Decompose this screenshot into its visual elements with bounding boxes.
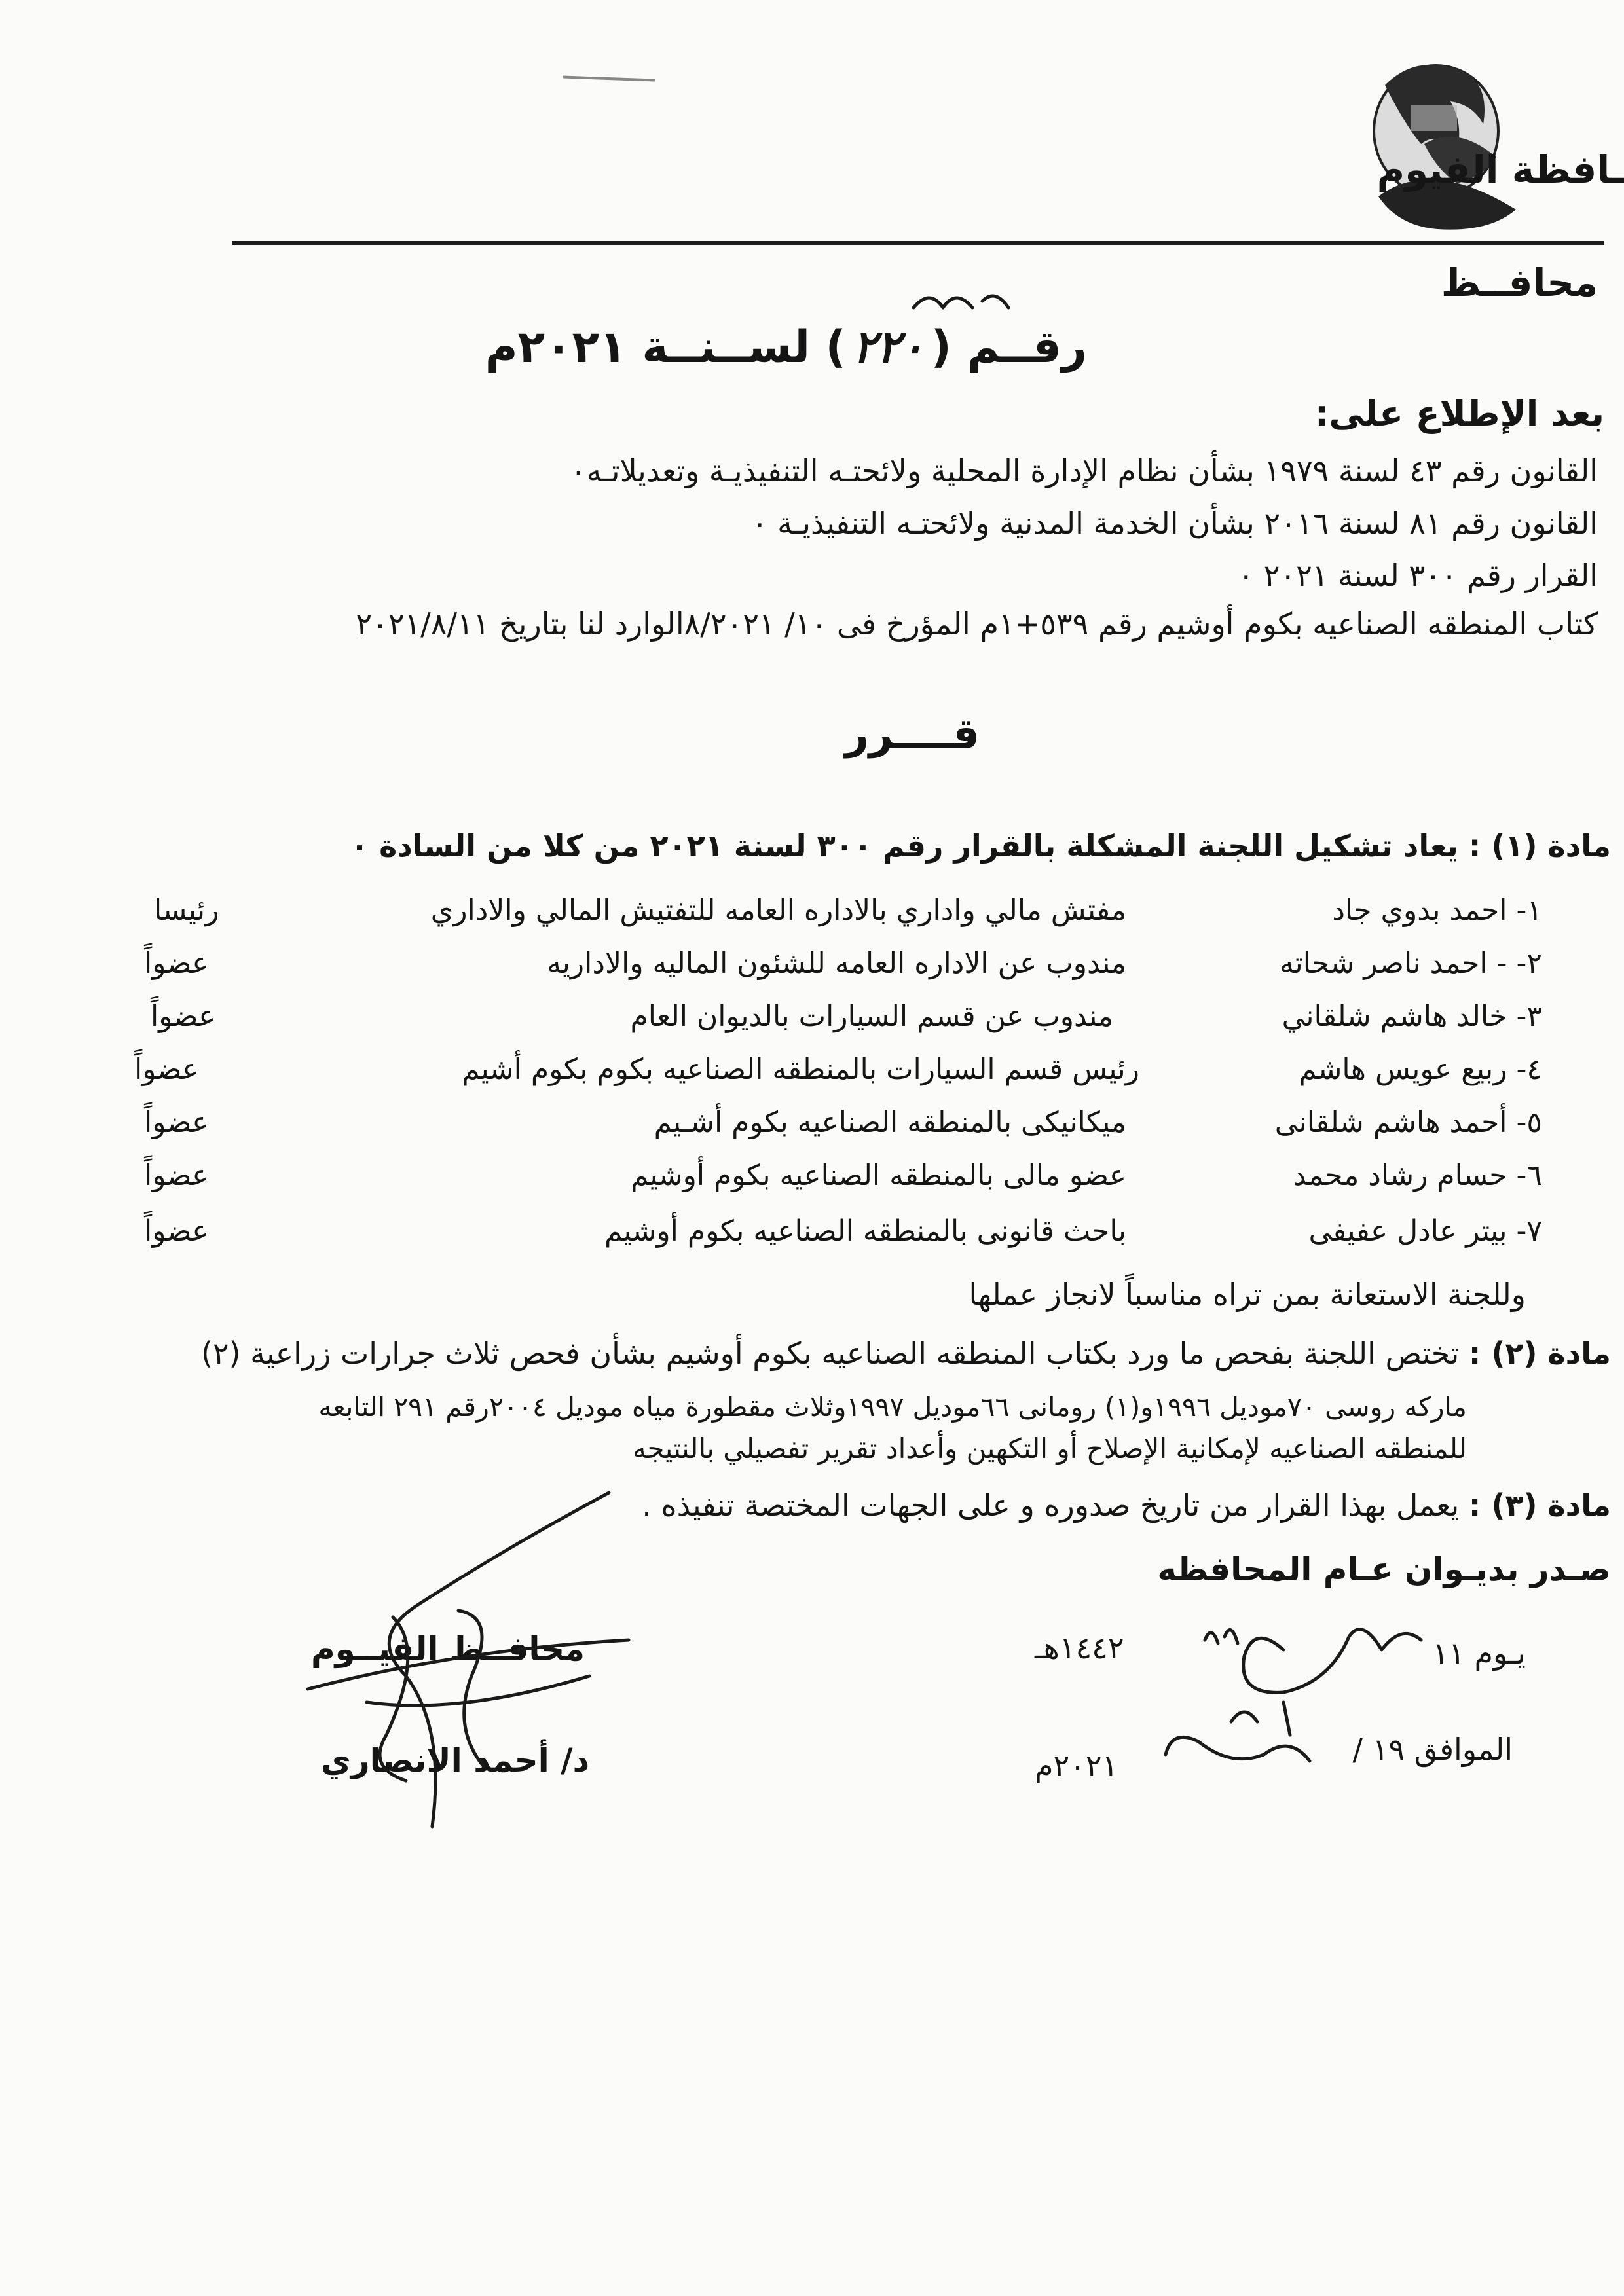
date-gregorian-year: ٢٠٢١م xyxy=(1035,1748,1118,1783)
member-role: عضواً xyxy=(151,1000,216,1033)
member-name: ٦- حسام رشاد محمد xyxy=(1293,1159,1542,1192)
member-title: رئيس قسم السيارات بالمنطقه الصناعيه بكوم بكوم أشيم xyxy=(462,1053,1139,1086)
member-role: عضواً xyxy=(144,947,210,980)
member-name: ٣- خالد هاشم شلقاني xyxy=(1282,1000,1542,1033)
article-2-label: مادة (٢) : xyxy=(1468,1336,1611,1371)
decree-handwritten-number: ٢٢٠ xyxy=(852,321,925,373)
decree-suffix: ) لســنــة ٢٠٢١م xyxy=(485,321,846,373)
article-2-line: للمنطقه الصناعيه لإمكانية الإصلاح أو التكهين وأعداد تقرير تفصيلي بالنتيجه xyxy=(633,1432,1467,1465)
member-name: ٢- - احمد ناصر شحاته xyxy=(1279,947,1542,980)
member-title: عضو مالى بالمنطقه الصناعيه بكوم أوشيم xyxy=(631,1159,1126,1192)
preamble-item: القانون رقم ٨١ لسنة ٢٠١٦ بشأن الخدمة المدنية ولائحتـه التنفيذيـة ٠ xyxy=(751,505,1598,541)
committee-assistance: وللجنة الاستعانة بمن تراه مناسباً لانجاز عملها xyxy=(969,1277,1526,1312)
member-name: ٧- بيتر عادل عفيفى xyxy=(1308,1214,1542,1248)
preamble-item: القانون رقم ٤٣ لسنة ١٩٧٩ بشأن نظام الإدارة المحلية ولائحتـه التنفيذيـة وتعديلاتـه٠ xyxy=(570,453,1598,488)
decree-number xyxy=(485,321,1087,373)
governor-title: محافــظ الفيــوم xyxy=(311,1630,585,1668)
article-2 xyxy=(201,1336,1611,1371)
article-3 xyxy=(642,1487,1611,1523)
governor-name: د/ أحمد الانصاري xyxy=(321,1741,590,1779)
preamble-intro: بعد الإطلاع على: xyxy=(1314,393,1604,434)
article-2-text: تختص اللجنة بفحص ما ورد بكتاب المنطقه الصناعيه بكوم أوشيم بشأن فحص ثلاث جرارات زراعية (٢) xyxy=(200,1336,1460,1371)
article-3-text: يعمل بهذا القرار من تاريخ صدوره و على الجهات المختصة تنفيذه . xyxy=(642,1487,1460,1523)
document-heading: محافــظ xyxy=(1441,261,1598,305)
member-title: مندوب عن قسم السيارات بالديوان العام xyxy=(630,1000,1113,1033)
member-title: مندوب عن الاداره العامه للشئون الماليه والاداريه xyxy=(547,947,1126,980)
date-gregorian: الموافق ١٩ / xyxy=(1352,1732,1513,1767)
member-role: رئيسا xyxy=(154,894,219,927)
date-hijri-year: ١٤٤٢هـ xyxy=(1035,1630,1124,1666)
member-title: باحث قانونى بالمنطقه الصناعيه بكوم أوشيم xyxy=(604,1214,1126,1248)
issued-at: صـدر بديـوان عـام المحافظه xyxy=(1157,1550,1611,1588)
decree-prefix: رقــم ( xyxy=(931,321,1087,373)
member-role: عضواً xyxy=(134,1053,200,1086)
member-name: ١- احمد بدوي جاد xyxy=(1332,894,1542,927)
article-1: مادة (١) : يعاد تشكيل اللجنة المشكلة بالقرار رقم ٣٠٠ لسنة ٢٠٢١ من كلا من السادة ٠ xyxy=(350,828,1611,864)
header-divider xyxy=(232,241,1604,245)
member-role: عضواً xyxy=(144,1106,210,1139)
article-3-label: مادة (٣) : xyxy=(1468,1487,1611,1523)
member-role: عضواً xyxy=(144,1214,210,1248)
member-name: ٥- أحمد هاشم شلقانى xyxy=(1274,1106,1542,1139)
member-title: مفتش مالي واداري بالاداره العامه للتفتيش المالي والاداري xyxy=(430,894,1126,927)
preamble-item: القرار رقم ٣٠٠ لسنة ٢٠٢١ ٠ xyxy=(1238,558,1598,593)
member-role: عضواً xyxy=(144,1159,210,1192)
governorate-name: ـافظة الفيوم xyxy=(1376,147,1624,192)
article-2-line: ماركه روسى ٧٠موديل ١٩٩٦و(١) رومانى ٦٦موديل ١٩٩٧وثلاث مقطورة مياه موديل ٢٠٠٤رقم ٢٩١ التابعه xyxy=(318,1391,1467,1423)
date-day: يـوم ١١ xyxy=(1432,1635,1526,1671)
governorate-seal-icon xyxy=(1359,46,1526,236)
member-name: ٤- ربيع عويس هاشم xyxy=(1299,1053,1542,1086)
scan-mark xyxy=(563,76,655,82)
member-title: ميكانيكى بالمنطقه الصناعيه بكوم أشـيم xyxy=(654,1106,1126,1139)
preamble-item: كتاب المنطقه الصناعيه بكوم أوشيم رقم ٥٣٩+١م المؤرخ فى ١٠/ ٨/٢٠٢١الوارد لنا بتاريخ ٢٠٢١/٨/١١ xyxy=(356,606,1598,642)
decision-heading: قــــرر xyxy=(845,710,980,759)
